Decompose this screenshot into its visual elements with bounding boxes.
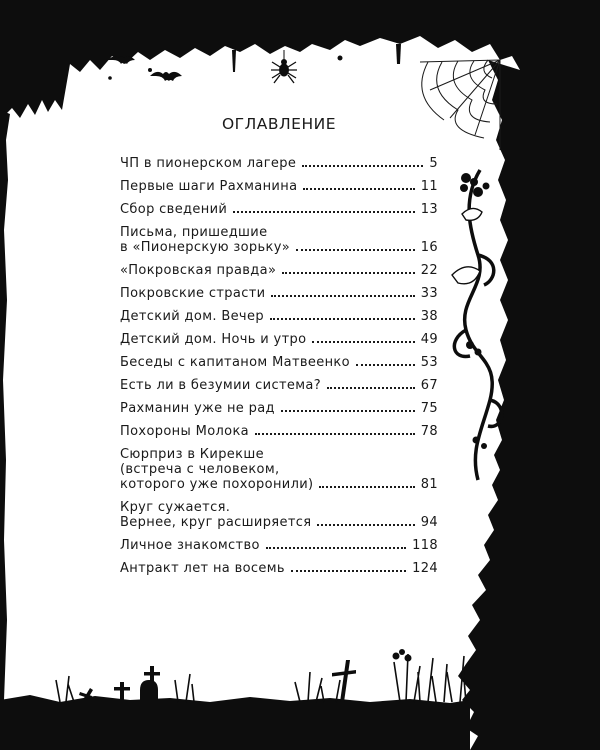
- toc-entry-title: [120, 401, 275, 416]
- toc-leader-dots: [303, 188, 414, 190]
- toc-page-number: 124: [412, 561, 438, 576]
- toc-entry-line: Письма, пришедшие: [120, 225, 268, 240]
- toc-entry-line: Вернее, круг расширяется: [120, 515, 312, 530]
- toc-entry-title: [120, 263, 276, 278]
- toc-entry: [120, 355, 438, 370]
- toc-page-number: 53: [420, 355, 438, 370]
- toc-entry-title: [120, 500, 311, 530]
- toc-page-number: 75: [420, 401, 438, 416]
- table-of-contents: [120, 115, 438, 584]
- toc-entry-line: Беседы с капитаном Матвеенко: [120, 355, 350, 370]
- toc-entry-line: (встреча с человеком,: [120, 462, 280, 477]
- toc-entry-title: [120, 447, 313, 492]
- toc-list: [120, 156, 438, 576]
- toc-entry: [120, 286, 438, 301]
- spider-icon: [271, 50, 297, 83]
- toc-entry: [120, 332, 438, 347]
- toc-entry-title: [120, 355, 350, 370]
- toc-title: ОГЛАВЛЕНИЕ: [221, 115, 337, 133]
- toc-page-number: 49: [420, 332, 438, 347]
- toc-leader-dots: [271, 295, 414, 297]
- toc-leader-dots: [356, 364, 415, 366]
- toc-entry: [120, 401, 438, 416]
- toc-entry-title: [120, 179, 297, 194]
- toc-leader-dots: [327, 387, 415, 389]
- grave-cross-icon: [79, 660, 356, 702]
- toc-entry-line: Первые шаги Рахманина: [120, 179, 298, 194]
- tombstone-icon: [140, 680, 158, 702]
- toc-entry: [120, 378, 438, 393]
- grass-icon: [56, 654, 466, 702]
- toc-entry: [120, 538, 438, 553]
- toc-entry-title: [120, 202, 227, 217]
- toc-entry-line: которого уже похоронили): [120, 477, 314, 492]
- toc-entry-line: в «Пионерскую зорьку»: [120, 240, 291, 255]
- toc-entry-line: Покровские страсти: [120, 286, 266, 301]
- leaf-icon: [452, 208, 482, 283]
- toc-entry-line: Сбор сведений: [120, 202, 228, 217]
- toc-entry-line: Похороны Молока: [120, 424, 249, 439]
- toc-page-number: 5: [429, 156, 438, 171]
- toc-page-number: 118: [412, 538, 438, 553]
- toc-page-number: 11: [420, 179, 438, 194]
- toc-leader-dots: [282, 272, 414, 274]
- toc-page-number: 78: [420, 424, 438, 439]
- toc-page-number: 22: [420, 263, 438, 278]
- toc-page-number: 16: [420, 240, 438, 255]
- toc-entry-line: Сюрприз в Кирекше: [120, 447, 264, 462]
- toc-entry-title: [120, 538, 260, 553]
- toc-entry-line: Антракт лет на восемь: [120, 561, 285, 576]
- toc-entry-title: [120, 332, 306, 347]
- flower-icon: [393, 649, 412, 662]
- toc-leader-dots: [312, 341, 414, 343]
- toc-entry-title: [120, 561, 285, 576]
- toc-entry-title: [120, 424, 249, 439]
- toc-page-number: 81: [420, 477, 438, 492]
- toc-entry-title: [120, 286, 265, 301]
- toc-entry-line: «Покровская правда»: [120, 263, 277, 278]
- bat-icon: [108, 56, 182, 81]
- toc-entry-line: Детский дом. Ночь и утро: [120, 332, 307, 347]
- toc-entry-line: Личное знакомство: [120, 538, 260, 553]
- toc-entry: [120, 447, 438, 492]
- toc-entry: [120, 225, 438, 255]
- toc-leader-dots: [317, 524, 414, 526]
- toc-leader-dots: [281, 410, 415, 412]
- toc-entry-title: [120, 378, 321, 393]
- toc-page-number: 38: [420, 309, 438, 324]
- toc-leader-dots: [319, 486, 414, 488]
- toc-page-number: 33: [420, 286, 438, 301]
- toc-entry: [120, 309, 438, 324]
- toc-leader-dots: [233, 211, 415, 213]
- toc-entry-line: ЧП в пионерском лагере: [120, 156, 297, 171]
- toc-entry-line: Есть ли в безумии система?: [120, 378, 321, 393]
- toc-page-number: 13: [420, 202, 438, 217]
- toc-entry-line: Детский дом. Вечер: [120, 309, 264, 324]
- right-border: [458, 0, 600, 750]
- toc-entry: [120, 500, 438, 530]
- bottom-border: [0, 695, 470, 750]
- toc-entry: [120, 202, 438, 217]
- toc-leader-dots: [270, 318, 415, 320]
- toc-entry-title: [120, 309, 264, 324]
- toc-page-number: 94: [420, 515, 438, 530]
- left-border: [0, 110, 10, 700]
- toc-entry: [120, 156, 438, 171]
- toc-entry: [120, 263, 438, 278]
- toc-page-number: 67: [420, 378, 438, 393]
- toc-entry-title: [120, 225, 290, 255]
- toc-leader-dots: [291, 570, 406, 572]
- toc-leader-dots: [302, 165, 423, 167]
- toc-entry: [120, 179, 438, 194]
- toc-entry-line: Круг сужается.: [120, 500, 231, 515]
- toc-entry-line: Рахманин уже не рад: [120, 401, 275, 416]
- toc-entry-title: [120, 156, 296, 171]
- toc-leader-dots: [255, 433, 415, 435]
- toc-entry: [120, 424, 438, 439]
- toc-leader-dots: [266, 547, 406, 549]
- toc-leader-dots: [296, 249, 415, 251]
- toc-entry: [120, 561, 438, 576]
